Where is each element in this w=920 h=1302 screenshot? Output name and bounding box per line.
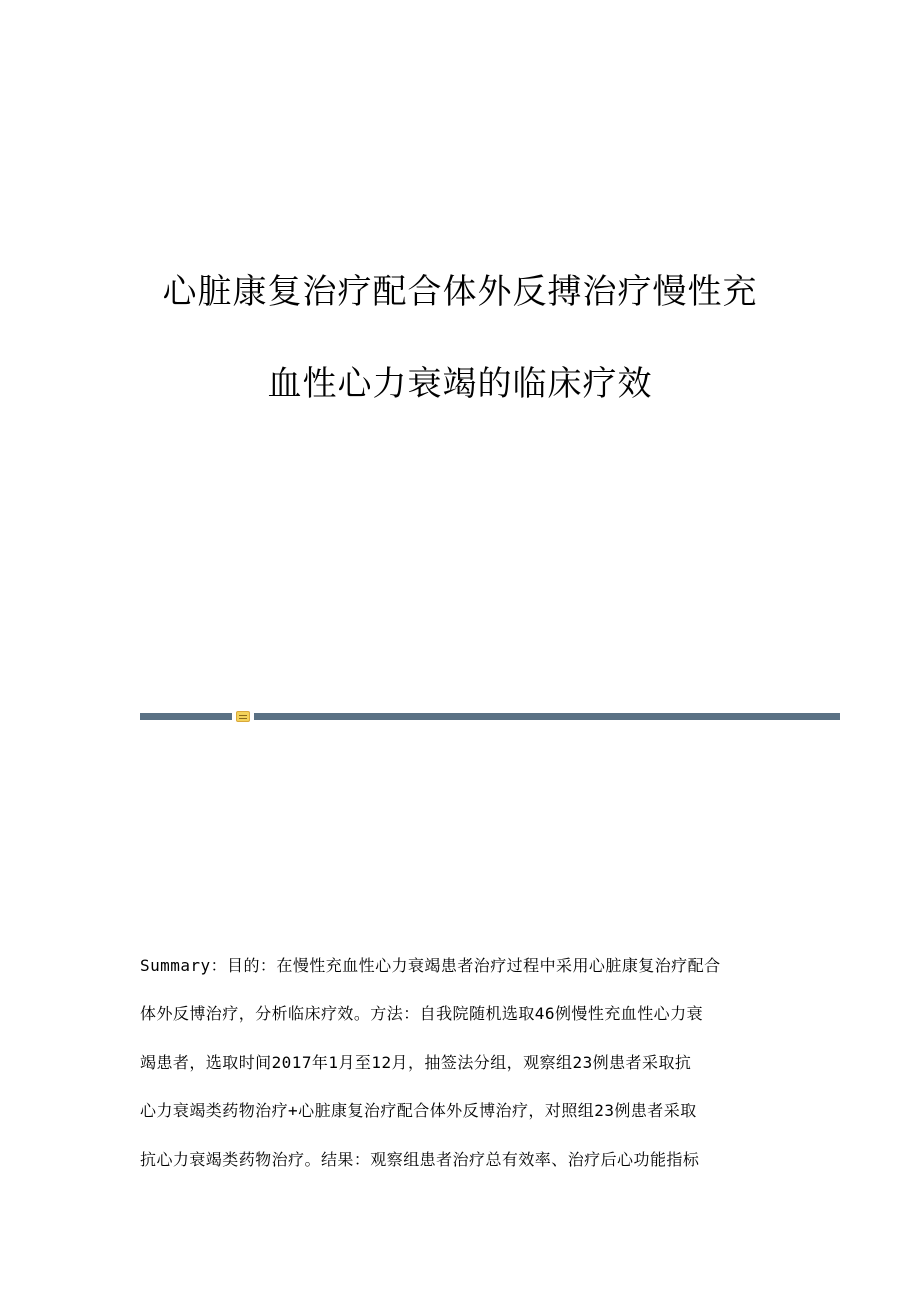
summary-line: Summary：目的：在慢性充血性心力衰竭患者治疗过程中采用心脏康复治疗配合 <box>140 956 721 975</box>
divider-right-bar <box>254 713 840 720</box>
summary-paragraph <box>140 952 780 1194</box>
divider-left-bar <box>140 713 232 720</box>
section-divider <box>140 711 840 723</box>
document-title-line-2: 血性心力衰竭的临床疗效 <box>267 364 653 404</box>
summary-line: 抗心力衰竭类药物治疗。结果：观察组患者治疗总有效率、治疗后心功能指标 <box>140 1149 700 1169</box>
summary-line: 心力衰竭类药物治疗+心脏康复治疗配合体外反博治疗，对照组23例患者采取 <box>140 1101 697 1121</box>
divider-ornament-icon <box>236 711 250 722</box>
summary-line: 竭患者，选取时间2017年1月至12月，抽签法分组，观察组23例患者采取抗 <box>140 1052 692 1072</box>
summary-line: 体外反博治疗，分析临床疗效。方法：自我院随机选取46例慢性充血性心力衰 <box>140 1004 704 1024</box>
document-title-line-1: 心脏康复治疗配合体外反搏治疗慢性充 <box>162 272 758 312</box>
